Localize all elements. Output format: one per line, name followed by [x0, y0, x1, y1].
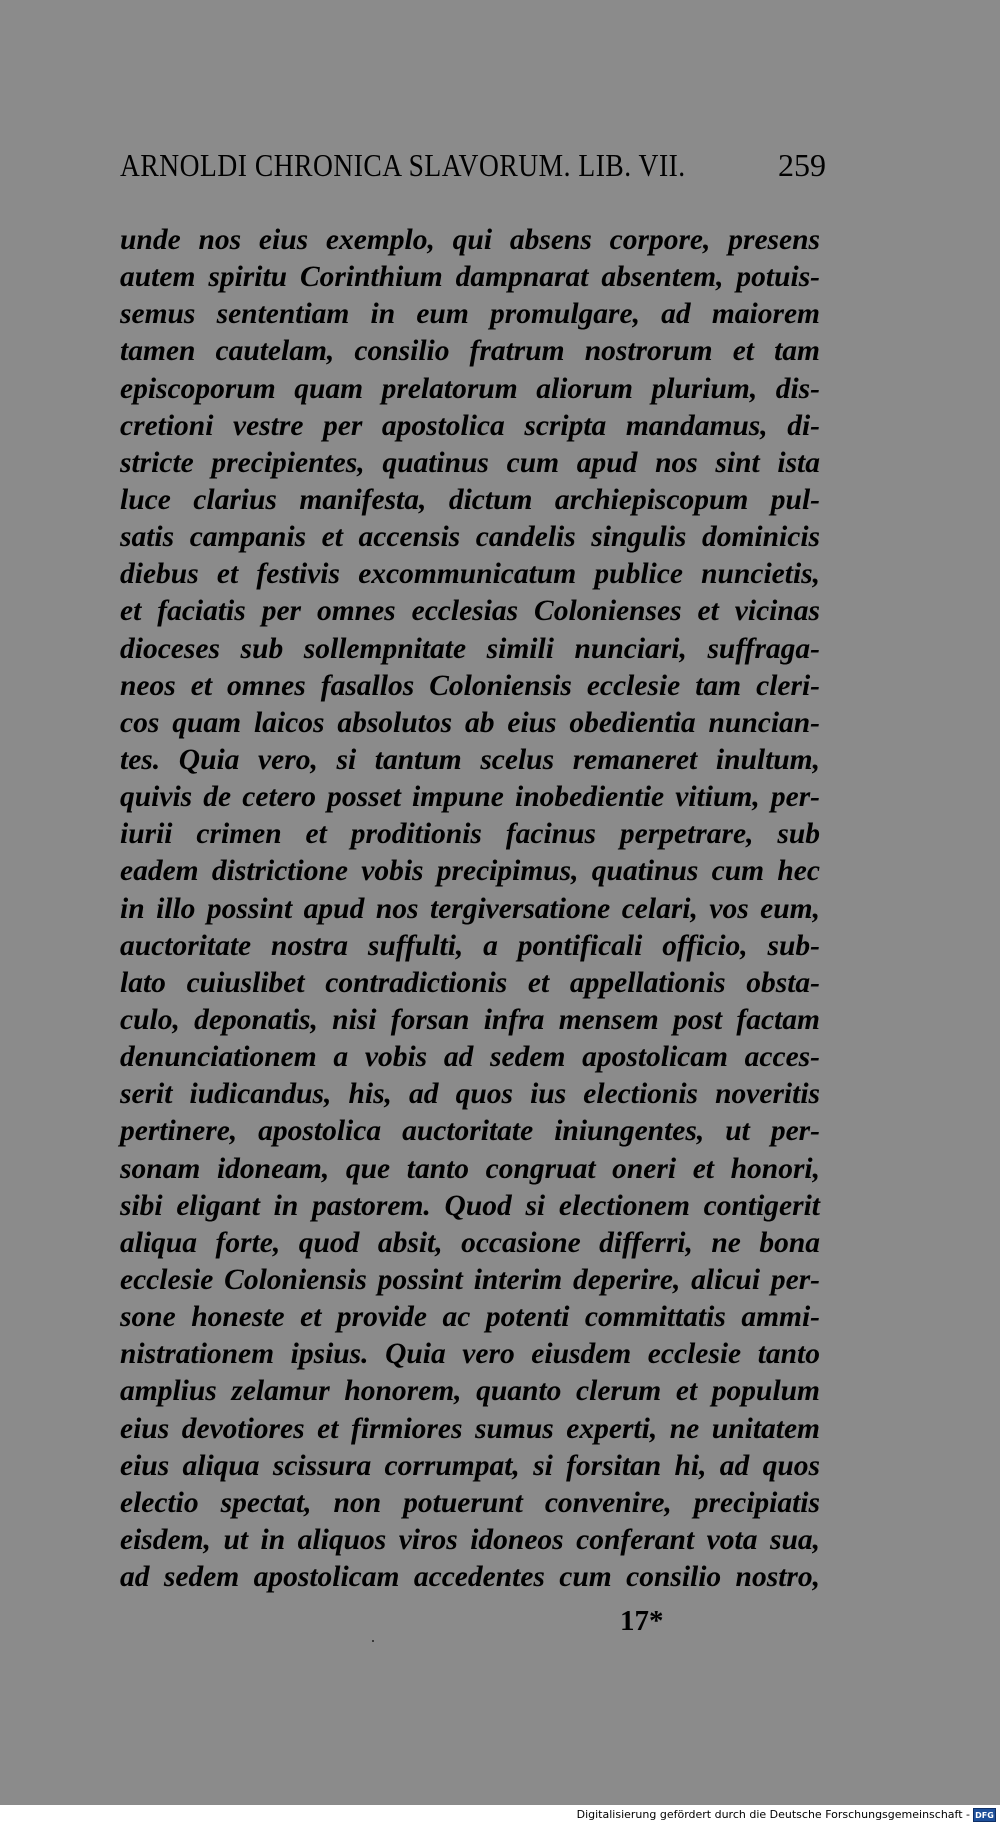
footer-bar: [0, 1805, 1000, 1825]
dfg-logo-icon[interactable]: DFG: [973, 1808, 996, 1822]
text-line: autem spiritu Corinthium dampnarat absentem, potuis-: [120, 261, 820, 294]
page-number: 259: [778, 147, 826, 183]
text-line: diebus et festivis excommunicatum publice nuncietis,: [120, 558, 820, 591]
text-line: aliqua forte, quod absit, occasione differri, ne bona: [120, 1226, 820, 1259]
text-line: iurii crimen et proditionis facinus perpetrare, sub: [120, 818, 820, 851]
text-line: cos quam laicos absolutos ab eius obedientia nuncian-: [120, 706, 820, 739]
text-line: quivis de cetero posset impune inobedientie vitium, per-: [120, 781, 820, 814]
scan-speck: [372, 1640, 374, 1642]
signature-mark: 17*: [620, 1605, 664, 1637]
text-line: lato cuiuslibet contradictionis et appellationis obsta-: [120, 966, 820, 999]
text-line: culo, deponatis, nisi forsan infra mensem post factam: [120, 1003, 820, 1036]
text-line: eius devotiores et firmiores sumus experti, ne unitatem: [120, 1412, 820, 1445]
text-line: dioceses sub sollempnitate simili nunciari, suffraga-: [120, 632, 820, 665]
footer-credit: Digitalisierung gefördert durch die Deutsche Forschungsgemeinschaft -: [576, 1808, 970, 1821]
running-title: ARNOLDI CHRONICA SLAVORUM. LIB. VII.: [120, 147, 686, 183]
text-line: unde nos eius exemplo, qui absens corpore, presens: [120, 224, 820, 256]
text-line: electio spectat, non potuerunt convenire, precipiatis: [120, 1486, 820, 1519]
text-line: eisdem, ut in aliquos viros idoneos conferant vota sua,: [120, 1523, 820, 1556]
body-text: [120, 222, 820, 1596]
text-line: amplius zelamur honorem, quanto clerum et populum: [120, 1375, 820, 1408]
text-line: sibi eligant in pastorem. Quod si electionem contigerit: [120, 1189, 820, 1222]
running-head: [120, 145, 826, 185]
text-line: ad sedem apostolicam accedentes cum consilio nostro,: [120, 1561, 820, 1594]
text-line: tes. Quia vero, si tantum scelus remaneret inultum,: [120, 743, 820, 776]
text-line: tamen cautelam, consilio fratrum nostrorum et tam: [120, 335, 820, 368]
text-line: eadem districtione vobis precipimus, quatinus cum hec: [120, 855, 820, 888]
text-line: ecclesie Coloniensis possint interim deperire, alicui per-: [120, 1263, 820, 1296]
text-line: in illo possint apud nos tergiversatione celari, vos eum,: [120, 892, 820, 925]
text-line: nistrationem ipsius. Quia vero eiusdem ecclesie tanto: [120, 1338, 820, 1371]
text-line: et faciatis per omnes ecclesias Colonienses et vicinas: [120, 595, 820, 628]
text-line: stricte precipientes, quatinus cum apud nos sint ista: [120, 446, 820, 479]
text-line: denunciationem a vobis ad sedem apostolicam acces-: [120, 1041, 820, 1074]
text-line: cretioni vestre per apostolica scripta mandamus, di-: [120, 409, 820, 442]
text-line: neos et omnes fasallos Coloniensis ecclesie tam cleri-: [120, 669, 820, 702]
text-line: pertinere, apostolica auctoritate iniungentes, ut per-: [120, 1115, 820, 1148]
text-line: sonam idoneam, que tanto congruat oneri et honori,: [120, 1152, 820, 1185]
text-line: luce clarius manifesta, dictum archiepiscopum pul-: [120, 483, 820, 516]
text-line: semus sententiam in eum promulgare, ad maiorem: [120, 298, 820, 331]
text-line: eius aliqua scissura corrumpat, si forsitan hi, ad quos: [120, 1449, 820, 1482]
text-line: sone honeste et provide ac potenti committatis ammi-: [120, 1301, 820, 1334]
text-line: episcoporum quam prelatorum aliorum plurium, dis-: [120, 372, 820, 405]
text-line: satis campanis et accensis candelis singulis dominicis: [120, 521, 820, 554]
text-line: serit iudicandus, his, ad quos ius electionis noveritis: [120, 1078, 820, 1111]
text-line: auctoritate nostra suffulti, a pontificali officio, sub-: [120, 929, 820, 962]
